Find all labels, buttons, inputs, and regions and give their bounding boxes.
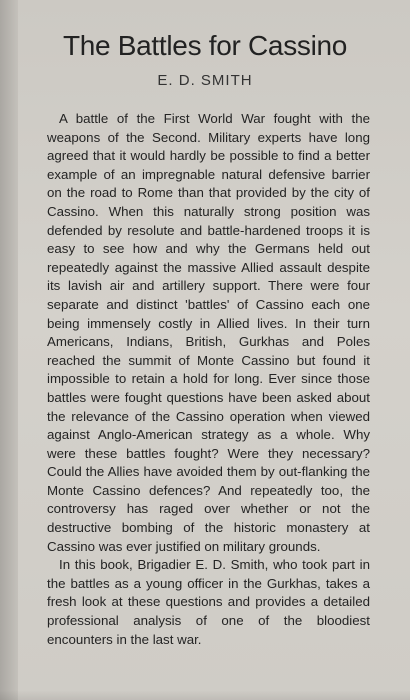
- book-author: E. D. SMITH: [157, 72, 253, 89]
- blurb-paragraph: A battle of the First World War fought with the weapons of the Second. Military experts have long agreed that it would hardly be possible to find a better example of an impregnable natural defensive barrier on the road to Rome than that provided by the city of Cassino. When this naturally strong position was defended by resolute and battle-hardened troops it is easy to see how and why the Germans held out repeatedly against the massive Allied assault despite its lavish air and artillery support. There were four separate and distinct 'battles' of Cassino each one being immensely costly in Allied lives. In their turn Americans, Indians, British, Gurkhas and Poles reached the summit of Monte Cassino but found it impossible to retain a hold for long. Ever since those battles were fought questions have been asked about the relevance of the Cassino operation when viewed against Anglo-American strategy as a whole. Why were these battles fought? Were they necessary? Could the Allies have avoided them by out-flanking the Monte Cassino defences? And repeatedly too, the controversy has raged over whether or not the destructive bombing of the historic monastery at Cassino was ever justified on military grounds.: [47, 111, 370, 554]
- blurb-paragraph: In this book, Brigadier E. D. Smith, who took part in the battles as a young officer in the Gurkhas, takes a fresh look at these questions and provides a detailed professional analysis of one of the bloodiest encounters in the last war.: [47, 557, 370, 647]
- book-title: The Battles for Cassino: [62, 30, 348, 61]
- cover-left-edge: [0, 0, 18, 700]
- blurb-text: [47, 110, 370, 649]
- cover-bottom-edge: [0, 690, 410, 700]
